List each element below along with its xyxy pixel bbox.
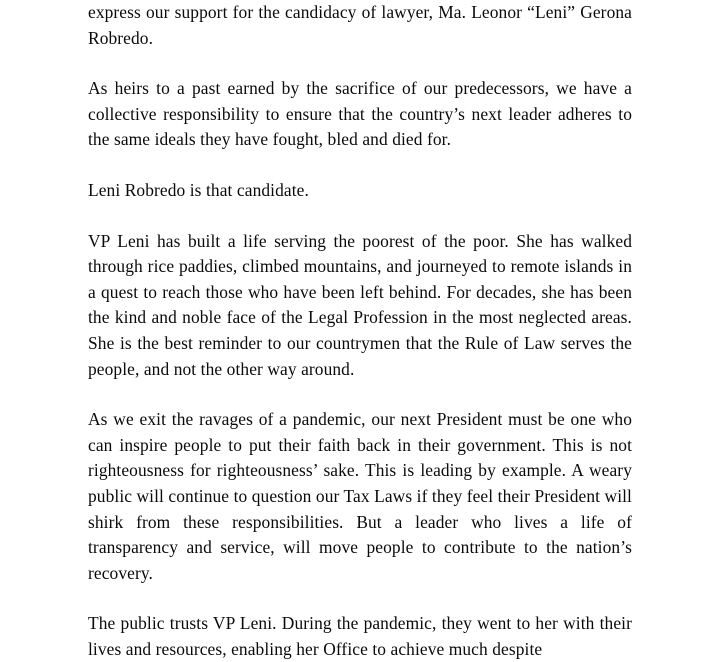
paragraph-1: express our support for the candidacy of lawyer, Ma. Leonor “Leni” Gerona Robredo. bbox=[88, 2, 632, 48]
paragraph-3: Leni Robredo is that candidate. bbox=[88, 179, 309, 200]
paragraph-5: As we exit the ravages of a pandemic, our next President must be one who can inspire people to put their faith back in their government. This is not righteousness for righteousness’ sake. This is leading by example. A weary public will continue to question our Tax Laws if they feel their President will shirk from these responsibilities. But a leader who lives a life of transparency and service, will move people to contribute to the nation’s recovery. bbox=[88, 409, 632, 583]
paragraph-4: VP Leni has built a life serving the poorest of the poor. She has walked through rice paddies, climbed mountains, and journeyed to remote islands in a quest to reach those who have been left behind. For decades, she has been the kind and noble face of the Legal Profession in the most neglected areas. She is the best reminder to our countrymen that the Rule of Law serves the people, and not the other way around. bbox=[88, 230, 632, 379]
document-body bbox=[88, 0, 632, 662]
paragraph-2: As heirs to a past earned by the sacrifice of our predecessors, we have a collective responsibility to ensure that the country’s next leader adheres to the same ideals they have fought, bled and died for. bbox=[88, 78, 632, 150]
paragraph-6: The public trusts VP Leni. During the pandemic, they went to her with their lives and resources, enabling her Office to achieve much despite bbox=[88, 613, 632, 659]
